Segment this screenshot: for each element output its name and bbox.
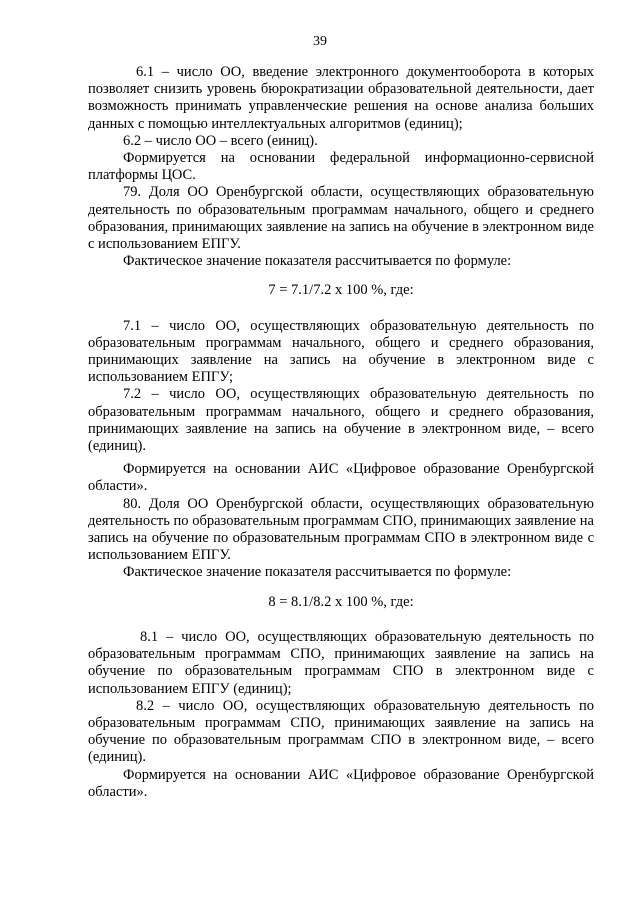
formula-intro-79: Фактическое значение показателя рассчитывается по формуле: xyxy=(123,253,512,270)
formula-intro-80: Фактическое значение показателя рассчитывается по формуле: xyxy=(123,564,512,581)
source-note-7: Формируется на основании АИС «Цифровое образование Оренбургской области». xyxy=(88,461,594,495)
indicator-79-heading: 79. Доля ОО Оренбургской области, осуществляющих образовательную деятельность по образовательным программам начального, общего и среднего образования, принимающих заявление на запись на обучение в электронном виде с использованием ЕПГУ. xyxy=(88,184,594,253)
definition-6-1: 6.1 – число ОО, введение электронного документооборота в которых позволяет снизить уровень бюрократизации образовательной деятельности, дает возможность принимать управленческие решения на основе анализа больших данных с помощью интеллектуальных алгоритмов (единиц); xyxy=(88,64,594,132)
formula-8: 8 = 8.1/8.2 х 100 %, где: xyxy=(268,593,414,610)
indicator-80-heading: 80. Доля ОО Оренбургской области, осуществляющих образовательную деятельность по образовательным программам СПО, принимающих заявление на запись на обучение по образовательным программам СПО в электронном виде с использованием ЕПГУ. xyxy=(88,495,594,564)
definition-7-1: 7.1 – число ОО, осуществляющих образовательную деятельность по образовательным программам начального, общего и среднего образования, принимающих заявление на запись на обучение в электронном виде с использованием ЕПГУ; xyxy=(88,317,594,386)
definition-8-1: 8.1 – число ОО, осуществляющих образовательную деятельность по образовательным программам СПО, принимающих заявление на запись на обучение по образовательным программам СПО в электронном виде с использованием ЕПГУ (единиц); xyxy=(88,628,594,697)
source-note-8: Формируется на основании АИС «Цифровое образование Оренбургской области». xyxy=(88,766,594,800)
page-number: 39 xyxy=(313,34,327,49)
document-body xyxy=(88,64,594,801)
definition-8-2: 8.2 – число ОО, осуществляющих образовательную деятельность по образовательным программам СПО, принимающих заявление на запись на обучение по образовательным программам СПО в электронном виде, – всего (единиц). xyxy=(88,697,594,766)
source-note-6: Формируется на основании федеральной информационно-сервисной платформы ЦОС. xyxy=(88,150,594,184)
definition-7-2: 7.2 – число ОО, осуществляющих образовательную деятельность по образовательным программам начального, общего и среднего образования, принимающих заявление на запись на обучение в электронном виде, – всего (единиц). xyxy=(88,386,594,455)
formula-7: 7 = 7.1/7.2 х 100 %, где: xyxy=(268,282,414,299)
definition-6-2: 6.2 – число ОО – всего (еиниц). xyxy=(123,132,318,149)
